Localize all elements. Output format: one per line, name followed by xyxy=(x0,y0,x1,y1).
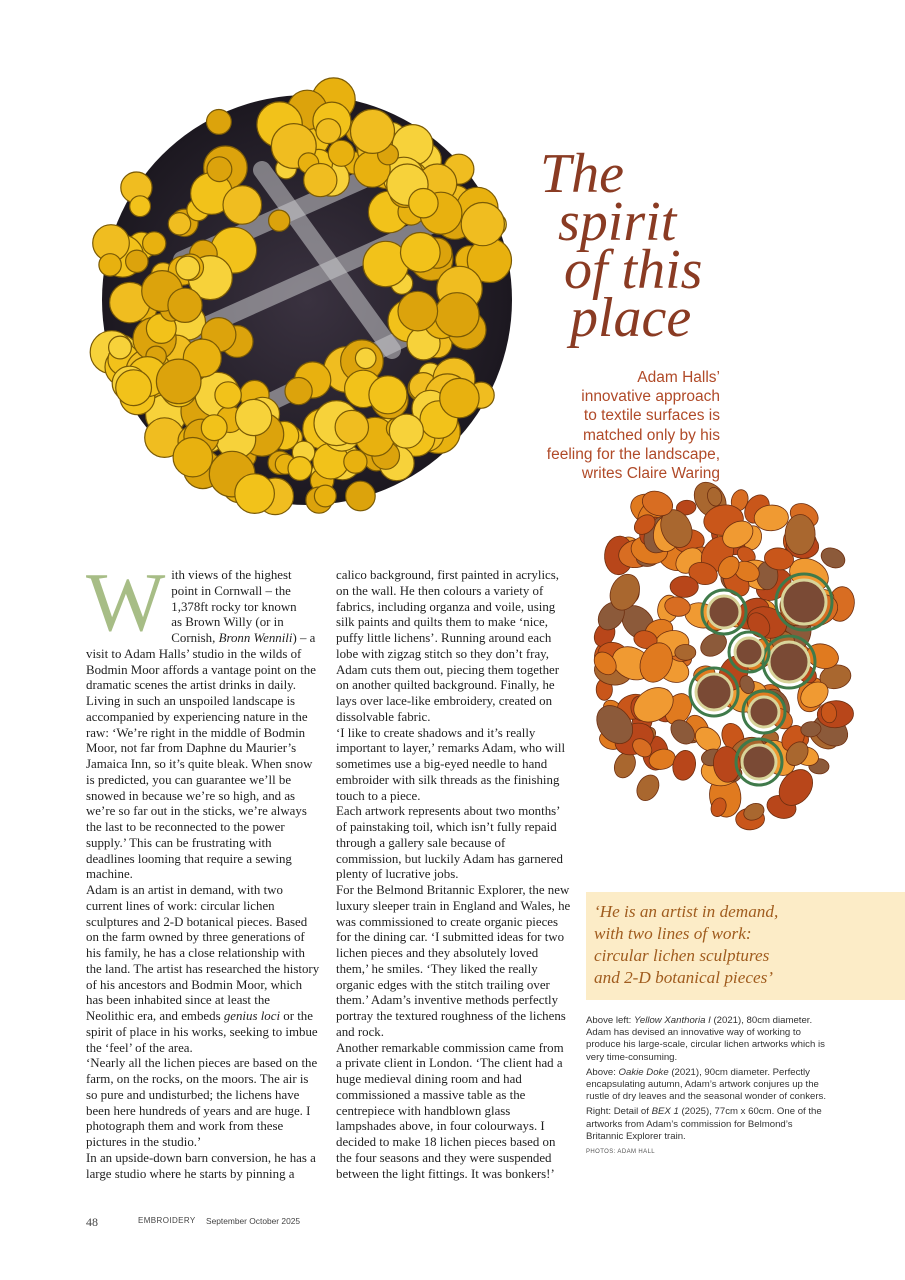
conker xyxy=(735,638,763,666)
autumn-leaf-lobes xyxy=(589,476,857,830)
body-paragraph xyxy=(86,883,320,1056)
lichen-lobe xyxy=(143,232,166,255)
lichen-lobe xyxy=(288,457,312,481)
caption-text: (2025), 77cm x 60cm. One of the artworks from Adam’s commission for Belmond’s Britannic Explorer train. xyxy=(586,1106,822,1142)
body-text: 1,378ft rocky tor known xyxy=(171,599,297,614)
captions xyxy=(586,1015,826,1158)
lichen-lobe xyxy=(173,438,212,477)
lichen-lobe xyxy=(314,485,336,507)
caption-text: Above left: xyxy=(586,1015,634,1026)
pull-quote-line: with two lines of work: xyxy=(594,924,752,943)
conker xyxy=(782,580,826,624)
standfirst-line: Adam Halls’ xyxy=(637,369,720,386)
caption-artwork-title: Oakie Doke xyxy=(618,1066,669,1078)
lichen-lobe xyxy=(176,256,200,280)
lichen-lobe xyxy=(398,291,438,331)
leaf-lobe xyxy=(670,748,698,782)
body-paragraph xyxy=(86,556,320,883)
pull-quote-text xyxy=(586,892,905,989)
standfirst xyxy=(500,368,720,483)
body-paragraph: calico background, first painted in acrylics, on the wall. He then colours a variety of fabrics, including organza and voile, using silk paints and quilts them to make ‘nice, puffy little lichens’. Running around each lobe with zigzag stitch so they don’t fray, Adam cuts them out, piecing them together on another quilted background. Finally, he lays over lace-like embroidery, created on dissolvable fabric. xyxy=(336,568,560,724)
caption-text: (2021), 80cm diameter. Adam has devised an innovative way of working to produce his large-scale, circular lichen artworks which is very time-consuming. xyxy=(586,1015,825,1063)
body-paragraph: Each artwork represents about two months’ of painstaking toil, which isn’t fully repaid through a gallery sale because of commission, but luckily Adam has garnered plenty of lucrative jobs. xyxy=(336,804,563,882)
lichen-lobe xyxy=(201,415,227,441)
standfirst-line: innovative approach xyxy=(581,388,720,406)
body-text: point in Cornwall – the xyxy=(171,583,291,598)
body-text-italic: genius loci xyxy=(223,1009,281,1023)
page-title xyxy=(540,143,780,349)
caption-text: (2021), 90cm diameter. Perfectly encapsulating autumn, Adam’s artwork conjures up the rustle of dry leaves and the seasonal wonder of conkers. xyxy=(586,1066,826,1103)
lichen-lobe xyxy=(207,157,232,182)
body-column-2 xyxy=(336,568,572,1182)
title-line: place xyxy=(570,287,692,349)
lichen-lobe xyxy=(269,210,290,231)
pull-quote-line: ‘He is an artist in demand, xyxy=(594,902,779,921)
caption-oakie-doke xyxy=(586,1067,826,1104)
artwork-oakie-doke xyxy=(574,462,874,870)
caption-text: Right: Detail of xyxy=(586,1106,652,1118)
title-line: of this xyxy=(564,239,703,301)
body-text: ith views of the highest xyxy=(171,568,292,582)
issue-date: September October 2025 xyxy=(206,1216,301,1226)
lichen-lobe xyxy=(130,196,151,217)
conker xyxy=(708,596,740,628)
standfirst-line: feeling for the landscape, xyxy=(546,445,720,463)
lichen-lobe xyxy=(316,119,341,144)
lichen-lobe xyxy=(369,376,407,414)
leaf-lobe xyxy=(670,576,699,598)
lichen-lobe xyxy=(401,233,441,273)
body-text-italic: Bronn Wennili xyxy=(218,631,293,645)
lichen-lobe xyxy=(346,481,376,511)
lichen-lobe xyxy=(328,140,354,166)
lichen-lobe xyxy=(440,378,479,417)
lichen-lobe xyxy=(344,450,367,473)
caption-artwork-title: Yellow Xanthoria I xyxy=(634,1015,711,1026)
title-line: spirit xyxy=(558,191,677,253)
lichen-lobe xyxy=(389,414,423,448)
standfirst-line: writes Claire Waring xyxy=(581,465,720,483)
pull-quote-line: and 2-D botanical pieces’ xyxy=(594,968,773,987)
leaf-lobe xyxy=(785,514,816,555)
lichen-lobe xyxy=(168,213,190,235)
caption-artwork-title: BEX 1 xyxy=(651,1106,679,1118)
caption-bex-1 xyxy=(586,1106,826,1143)
conker xyxy=(696,674,732,710)
lichen-lobe xyxy=(126,250,148,272)
lichen-lobe xyxy=(355,348,376,369)
lichen-lobe xyxy=(236,399,272,435)
conker xyxy=(749,697,779,727)
title-line: The xyxy=(540,143,624,205)
pull-quote-line: circular lichen sculptures xyxy=(594,946,770,965)
leaf-lobe xyxy=(675,644,696,660)
drop-cap: W xyxy=(86,556,166,649)
body-text: or the spirit of place in his works, seeking to imbue the ‘feel’ of the area. xyxy=(86,1009,318,1055)
body-column-1 xyxy=(86,556,320,1182)
body-text: ) – a visit to Adam Halls’ studio in the wilds of Bodmin Moor affords a vantage point on the dramatic scenes the artist drinks in daily. Living in such an unspoiled landscape is accompanied by experiencing nature in the raw: ‘We’re right in the middle of Bodmin Moor, not far from Daphne du Maurier’s Jamaica Inn, so it’s quite bleak. When snow is predicted, you can guarantee we’ll be snowed in because we’re so high, and as we’re so far out in the sticks, we’re always the last to be reconnected to the power supply.’ This can be frustrating with deadlines looming that require a sewing machine. xyxy=(86,631,316,882)
standfirst-line: to textile surfaces is xyxy=(583,407,720,425)
body-paragraph: For the Belmond Britannic Explorer, the new luxury sleeper train in England and Wales, he was commissioned to create organic pieces for the dining car. ‘I submitted ideas for two lichen pieces and they absolutely loved them,’ he smiles. ‘They liked the really organic edges with the stitch trailing over them.’ Adam’s inventive methods perfectly portray the textured roughness of the lichens and rock. xyxy=(336,883,571,1039)
lichen-lobe xyxy=(285,378,312,405)
lichen-lobe xyxy=(207,110,232,135)
caption-yellow-xanthoria xyxy=(586,1015,826,1064)
conker xyxy=(742,745,776,779)
body-paragraph: ‘Nearly all the lichen pieces are based on the farm, on the rocks, on the moors. The air is so pure and undisturbed; the lichens have been here hundreds of years and are huge. I photograph them and work from these pictures in the studio.’ xyxy=(86,1056,318,1149)
lichen-lobe xyxy=(156,359,201,404)
page-number: 48 xyxy=(86,1215,98,1229)
body-paragraph: In an upside-down barn conversion, he has a large studio where he starts by pinning a xyxy=(86,1150,316,1181)
lichen-lobe xyxy=(409,189,438,218)
lichen-lobe xyxy=(435,293,479,337)
body-text: as Brown Willy (or in xyxy=(171,615,284,630)
lichen-lobe xyxy=(304,164,337,197)
lichen-lobe xyxy=(351,109,395,153)
lichen-lobe xyxy=(99,254,121,276)
body-text: Adam is an artist in demand, with two current lines of work: circular lichen sculptures and 2-D botanical pieces. Based on the farm owned by three generations of his family, he has a close relationship with the land. The artist has researched the history of his ancestors and Bodmin Moor, which has been inhabited since at least the Neolithic era, and embeds xyxy=(86,883,320,1023)
standfirst-line: matched only by his xyxy=(583,426,720,444)
body-paragraph: ‘I like to create shadows and it’s really important to layer,’ remarks Adam, who will sometimes use a big-eyed needle to hand embroider with silk threads as the finishing touch to a piece. xyxy=(336,725,566,803)
lichen-lobe xyxy=(116,370,152,406)
body-text: Cornish, xyxy=(171,631,219,645)
lichen-lobe xyxy=(215,382,241,408)
pull-quote xyxy=(586,892,905,1000)
lichen-lobe xyxy=(168,288,202,322)
lichen-lobe xyxy=(335,410,368,443)
lichen-lobe xyxy=(235,474,275,514)
conker xyxy=(769,642,809,682)
lichen-lobe xyxy=(109,336,132,359)
caption-text: Above: xyxy=(586,1066,619,1078)
lichen-lobe xyxy=(461,203,504,246)
artwork-yellow-xanthoria xyxy=(62,50,552,550)
magazine-name: EMBROIDERY xyxy=(138,1216,196,1225)
body-paragraph: Another remarkable commission came from a private client in London. ‘The client had a huge medieval dining room and had commissioned a massive table as the centrepiece with handblown glass lampshades above, in four colourways. I decided to make 18 lichen pieces based on the four seasons and they were suspended between the light fittings. It was bonkers!’ xyxy=(336,1040,564,1181)
photo-credit: PHOTOS: ADAM HALL xyxy=(586,1149,656,1156)
leaf-lobe xyxy=(633,771,664,804)
lichen-lobe xyxy=(223,186,262,225)
